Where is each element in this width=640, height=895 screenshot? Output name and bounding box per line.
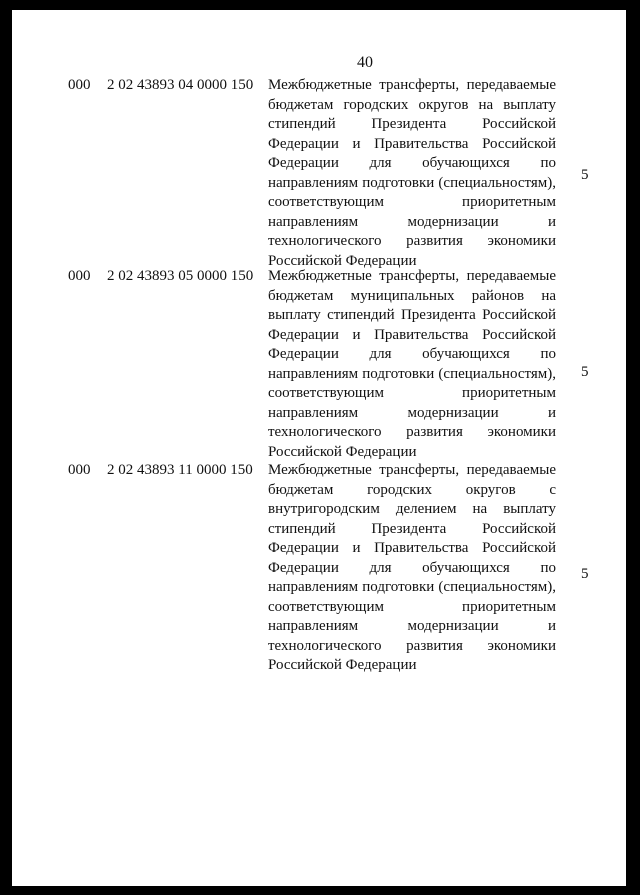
description-line: Федерации для обучающихся по — [268, 155, 556, 171]
description-line: технологического развития экономики — [268, 424, 556, 440]
description-line: бюджетам городских округов на выплату — [268, 96, 556, 113]
description-line: направлениям подготовки (специальностям), — [268, 174, 556, 191]
description-line: Российской Федерации — [268, 657, 417, 673]
description-line: Федерации и Правительства Российской — [268, 135, 556, 152]
amount: 5 — [581, 364, 589, 380]
description-line: внутригородским делением на выплату — [268, 501, 556, 517]
description — [268, 76, 556, 271]
page-number: 40 — [357, 54, 373, 71]
description-line: стипендий Президента Российской — [268, 116, 556, 132]
admin-code: 000 — [68, 462, 91, 478]
description-line: направлениям модернизации и — [268, 618, 556, 634]
description-line: бюджетам городских округов с — [268, 481, 556, 498]
description — [268, 461, 556, 676]
description-line: соответствующим приоритетным — [268, 385, 556, 401]
description-line: Межбюджетные трансферты, передаваемые — [268, 462, 556, 478]
description-line: Российской Федерации — [268, 443, 417, 460]
amount: 5 — [581, 566, 589, 582]
description-line: Федерации и Правительства Российской — [268, 326, 556, 343]
description-line: технологического развития экономики — [268, 637, 556, 654]
description-line: выплату стипендий Президента Российской — [268, 307, 556, 323]
budget-code: 2 02 43893 04 0000 150 — [107, 77, 254, 93]
description-line: технологического развития экономики — [268, 233, 556, 249]
description-line: Федерации и Правительства Российской — [268, 540, 556, 556]
description-line: направлениям модернизации и — [268, 404, 556, 421]
admin-code: 000 — [68, 268, 91, 284]
description-line: соответствующим приоритетным — [268, 194, 556, 210]
admin-code: 000 — [68, 77, 91, 93]
budget-code: 2 02 43893 11 0000 150 — [107, 462, 253, 478]
description-line: Российской Федерации — [268, 252, 417, 269]
description — [268, 267, 556, 462]
description-line: Межбюджетные трансферты, передаваемые — [268, 77, 556, 93]
amount: 5 — [581, 167, 589, 183]
description-line: Межбюджетные трансферты, передаваемые — [268, 268, 556, 284]
document-page — [12, 10, 626, 886]
description-line: Федерации для обучающихся по — [268, 559, 556, 576]
description-line: направлениям подготовки (специальностям), — [268, 365, 556, 382]
description-line: соответствующим приоритетным — [268, 598, 556, 615]
budget-code: 2 02 43893 05 0000 150 — [107, 268, 254, 284]
description-line: направлениям подготовки (специальностям), — [268, 579, 556, 595]
description-line: стипендий Президента Российской — [268, 520, 556, 537]
description-line: Федерации для обучающихся по — [268, 346, 556, 362]
description-line: бюджетам муниципальных районов на — [268, 287, 556, 304]
description-line: направлениям модернизации и — [268, 213, 556, 230]
